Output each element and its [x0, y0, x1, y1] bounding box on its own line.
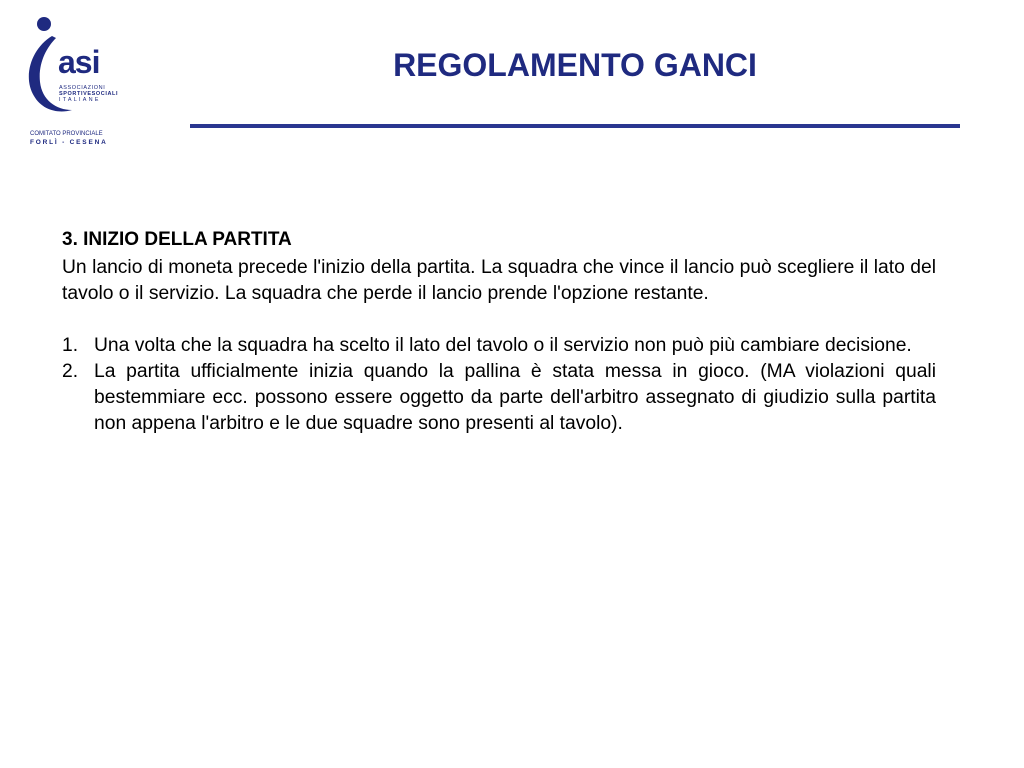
logo-subtitle-line3: ITALIANE [59, 97, 101, 103]
list-item [62, 333, 936, 359]
list-item-text: La partita ufficialmente inizia quando la pallina è stata messa in gioco. (MA violazioni quali bestemmiare ecc. possono essere oggetto da parte dell'arbitro assegnato di giudizio sulla partita non appena l'arbitro e le due squadre sono presenti al tavolo). [94, 361, 936, 434]
rules-list [62, 333, 936, 437]
list-item [62, 359, 936, 437]
list-item-number: 1. [62, 335, 79, 356]
logo-comitato-text: COMITATO PROVINCIALE [30, 131, 103, 137]
list-item-number: 2. [62, 361, 79, 382]
logo-subtitle-line1: ASSOCIAZIONI [59, 85, 106, 91]
page-title: REGOLAMENTO GANCI [393, 47, 757, 83]
logo-subtitle-line2: SPORTIVESOCIALI [59, 91, 119, 97]
list-item-text: Una volta che la squadra ha scelto il lato del tavolo o il servizio non può più cambiare decisione. [94, 335, 912, 356]
section-content [62, 227, 936, 437]
section-intro-paragraph: Un lancio di moneta precede l'inizio della partita. La squadra che vince il lancio può scegliere il lato del tavolo o il servizio. La squadra che perde il lancio prende l'opzione restante. [62, 257, 936, 304]
title-underline-divider [190, 124, 960, 128]
logo-brand-text: asi [58, 44, 100, 80]
logo-city-text: FORLÌ - CESENA [30, 139, 108, 146]
asi-logo [26, 14, 119, 146]
section-heading: 3. INIZIO DELLA PARTITA [62, 229, 292, 250]
